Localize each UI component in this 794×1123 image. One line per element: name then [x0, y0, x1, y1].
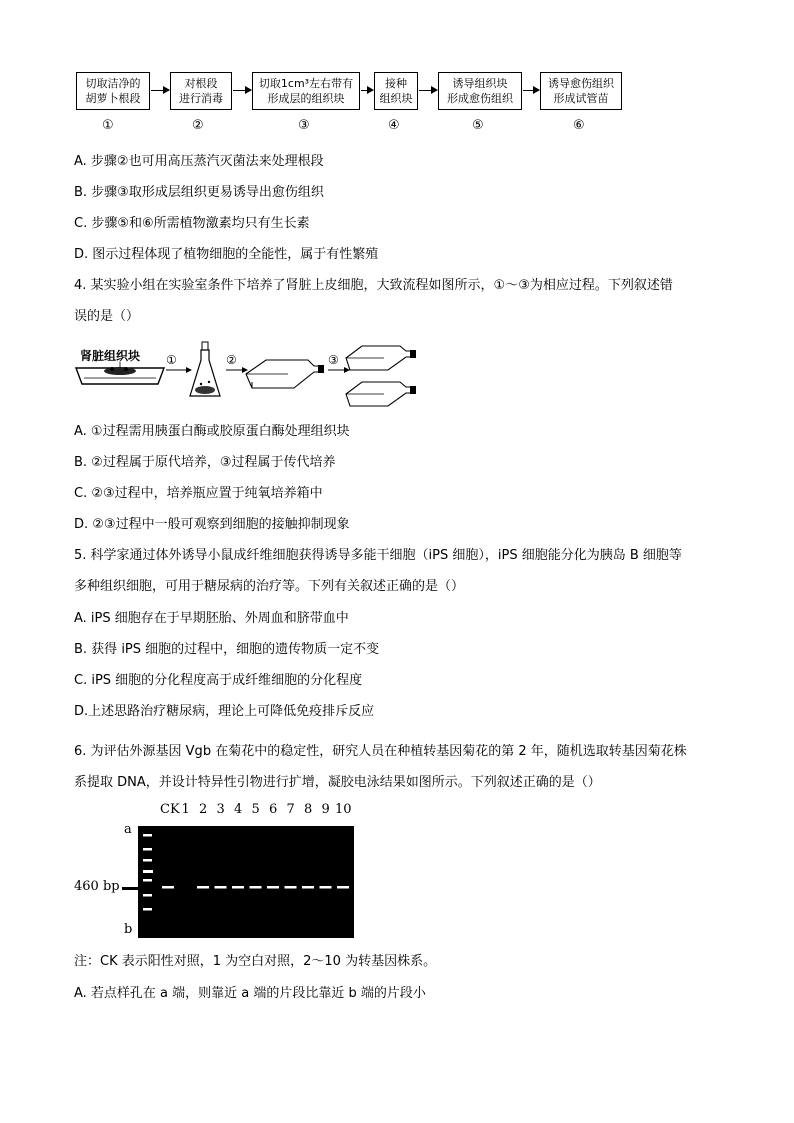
flow-step-2-line2: 进行消毒: [179, 92, 223, 105]
flow-step-4: [374, 72, 418, 110]
q3-option-d: D. 图示过程体现了植物细胞的全能性，属于有性繁殖: [74, 247, 379, 262]
q5-option-b: B. 获得 iPS 细胞的过程中，细胞的遗传物质一定不变: [74, 642, 380, 657]
q5-stem-line1: 5. 科学家通过体外诱导小鼠成纤维细胞获得诱导多能干细胞（iPS 细胞），iPS 细胞能分化为胰岛 B 细胞等: [74, 548, 682, 563]
gel-band: [337, 886, 349, 889]
flow-step-6: [540, 72, 622, 110]
q4-option-a: A. ①过程需用胰蛋白酶或胶原蛋白酶处理组织块: [74, 424, 350, 439]
gel-lane-label: 1: [181, 802, 190, 817]
q5-option-d: D.上述思路治疗糖尿病，理论上可降低免疫排斥反应: [74, 704, 375, 719]
gel-electrophoresis-figure: [74, 800, 374, 940]
gel-image: [138, 826, 354, 938]
gel-band: [285, 886, 297, 889]
q3-option-c: C. 步骤⑤和⑥所需植物激素均只有生长素: [74, 216, 310, 231]
flow-step-5-line2: 形成愈伤组织: [447, 92, 513, 105]
q4-stem-line2: 误的是（）: [74, 309, 140, 324]
flow-step-2: [170, 72, 232, 110]
gel-lane-label: 6: [269, 802, 278, 817]
flow-step-4-number: ④: [388, 118, 400, 133]
flow-step-2-line1: 对根段: [184, 77, 218, 90]
gel-end-b-label: b: [124, 922, 133, 937]
q6-note: 注：CK 表示阳性对照，1 为空白对照，2～10 为转基因株系。: [74, 954, 437, 969]
gel-lane-label: 2: [199, 802, 208, 817]
flow-step-3-number: ③: [298, 118, 310, 133]
flow-arrow: [151, 90, 169, 91]
flow-step-2-number: ②: [192, 118, 204, 133]
gel-end-a-label: a: [124, 822, 132, 837]
gel-lane-label: 4: [234, 802, 243, 817]
culture-bottle-subculture-1: [346, 346, 416, 370]
flow-arrow: [361, 90, 373, 91]
q6-stem-line1: 6. 为评估外源基因 Vgb 在菊花中的稳定性，研究人员在种植转基因菊花的第 2 年，随机选取转基因菊花株: [74, 744, 687, 759]
gel-lane-label: 3: [216, 802, 225, 817]
q6-option-a: A. 若点样孔在 a 端，则靠近 a 端的片段比靠近 b 端的片段小: [74, 986, 426, 1001]
flow-arrow: [419, 90, 437, 91]
gel-lane-label: 9: [321, 802, 330, 817]
gel-lane-label: 10: [335, 802, 352, 817]
gel-lane-label: 8: [304, 802, 313, 817]
q4-option-c: C. ②③过程中，培养瓶应置于纯氧培养箱中: [74, 486, 323, 501]
gel-band: [250, 886, 262, 889]
fig-step-3-label: ③: [328, 353, 339, 367]
q5-option-a: A. iPS 细胞存在于早期胚胎、外周血和脐带血中: [74, 611, 349, 626]
flow-step-1: [76, 72, 150, 110]
flow-step-5: [438, 72, 522, 110]
gel-lane-label: 5: [251, 802, 260, 817]
flow-step-4-line1: 接种: [385, 77, 407, 90]
gel-lane-label: 7: [286, 802, 295, 817]
gel-band: [232, 886, 244, 889]
flow-step-1-line1: 切取洁净的: [85, 77, 141, 90]
fig-step-1-label: ①: [166, 353, 177, 367]
gel-band: [267, 886, 279, 889]
flow-step-3-line2: 形成层的组织块: [267, 92, 345, 105]
flow-step-3: [252, 72, 360, 110]
flow-step-6-line2: 形成试管苗: [553, 92, 609, 105]
flow-step-4-line2: 组织块: [379, 92, 413, 105]
q3-option-b: B. 步骤③取形成层组织更易诱导出愈伤组织: [74, 185, 324, 200]
flow-step-1-line2: 胡萝卜根段: [85, 92, 141, 105]
gel-marker-pointer: [122, 887, 138, 890]
q5-stem-line2: 多种组织细胞，可用于糖尿病的治疗等。下列有关叙述正确的是（）: [74, 579, 465, 594]
gel-band: [320, 886, 332, 889]
gel-band: [302, 886, 314, 889]
flow-step-5-line1: 诱导组织块: [452, 77, 508, 90]
q4-option-d: D. ②③过程中一般可观察到细胞的接触抑制现象: [74, 517, 350, 532]
gel-band: [162, 886, 174, 889]
gel-marker-label: 460 bp: [74, 879, 120, 894]
gel-lane-label: CK: [160, 802, 180, 817]
flow-step-1-number: ①: [102, 118, 114, 133]
q3-option-a: A. 步骤②也可用高压蒸汽灭菌法来处理根段: [74, 154, 324, 169]
flow-arrow: [233, 90, 251, 91]
flow-step-5-number: ⑤: [472, 118, 484, 133]
gel-band: [197, 886, 209, 889]
culture-bottle-primary: [246, 360, 324, 388]
fig-step-2-label: ②: [226, 353, 237, 367]
kidney-culture-figure: [70, 338, 430, 412]
conical-flask: [190, 342, 220, 396]
culture-bottle-subculture-2: [346, 382, 416, 406]
flow-step-6-number: ⑥: [573, 118, 585, 133]
q6-stem-line2: 系提取 DNA，并设计特异性引物进行扩增，凝胶电泳结果如图所示。下列叙述正确的是（）: [74, 775, 601, 790]
flow-step-3-line1: 切取1cm³左右带有: [258, 77, 354, 90]
culture-dish: [76, 367, 164, 384]
q5-option-c: C. iPS 细胞的分化程度高于成纤维细胞的分化程度: [74, 673, 363, 688]
q4-option-b: B. ②过程属于原代培养，③过程属于传代培养: [74, 455, 336, 470]
flow-step-6-line1: 诱导愈伤组织: [548, 77, 614, 90]
gel-band: [215, 886, 227, 889]
flow-arrow: [523, 90, 539, 91]
tissue-block-label: 肾脏组织块: [80, 349, 141, 363]
q4-stem-line1: 4. 某实验小组在实验室条件下培养了肾脏上皮细胞，大致流程如图所示，①～③为相应过程。下列叙述错: [74, 278, 673, 293]
